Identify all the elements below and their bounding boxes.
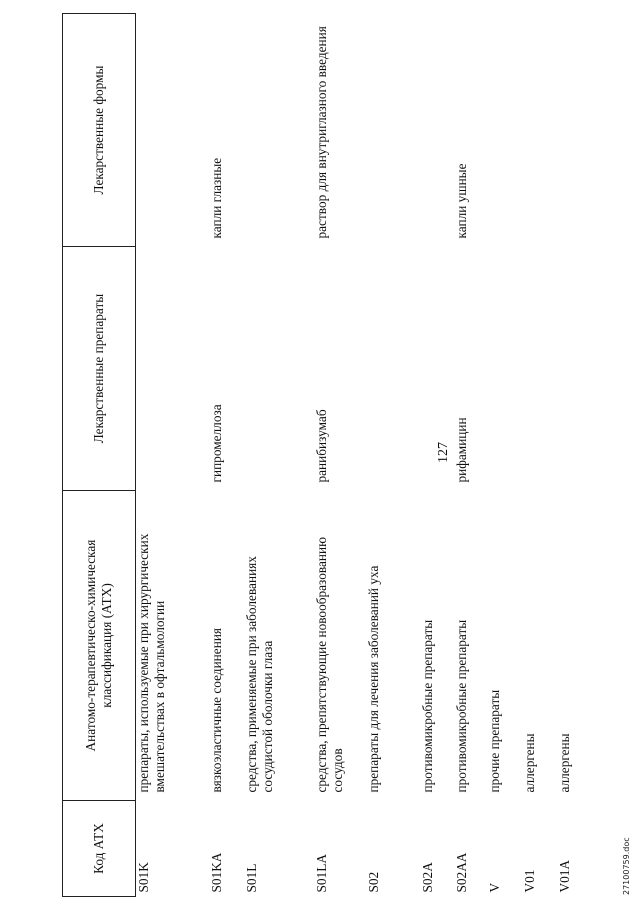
atc-name-cell: средства, препятствующие новообразованию сосудов — [313, 536, 345, 793]
header-code: Код АТХ — [63, 801, 136, 897]
header-atc-classification: Анатомо-терапевтическо-химическая классификация (АТХ) — [63, 491, 136, 801]
drug-cell — [420, 247, 454, 491]
atc-name-cell: аллергены — [556, 733, 572, 793]
table-row — [366, 14, 420, 897]
atc-name-cell: средства, применяемые при заболеваниях сосудистой оболочки глаза — [243, 556, 275, 793]
atc-code-cell: V01A — [556, 859, 572, 893]
page-number: 127 — [436, 442, 451, 463]
table-row — [136, 14, 209, 897]
table-row — [314, 14, 366, 897]
form-cell: капли ушные — [453, 163, 469, 239]
form-cell: капли глазные — [208, 157, 224, 239]
table-row — [420, 14, 454, 897]
atc-code-cell: S01L — [243, 863, 259, 893]
drug-cell — [136, 247, 209, 491]
drug-cell — [366, 247, 420, 491]
form-cell — [557, 14, 587, 247]
form-cell — [522, 14, 557, 247]
atc-drug-table — [62, 13, 587, 897]
form-cell — [487, 14, 522, 247]
form-cell — [366, 14, 420, 247]
atc-name-cell: вязкоэластичные соединения — [208, 627, 224, 793]
table-row — [454, 14, 487, 897]
table-row — [522, 14, 557, 897]
atc-name-cell: прочие препараты — [486, 689, 502, 793]
table-header-row — [63, 14, 136, 897]
drug-cell — [557, 247, 587, 491]
drug-cell: гипромеллоза — [208, 404, 224, 483]
drug-cell: ранибизумаб — [313, 409, 329, 483]
form-cell — [136, 14, 209, 247]
atc-code-cell: S01KA — [208, 852, 224, 893]
drug-cell: рифамицин — [453, 417, 469, 483]
atc-code-cell: S01LA — [313, 854, 329, 893]
drug-cell — [487, 247, 522, 491]
atc-code-cell: S02AA — [453, 852, 469, 893]
header-drugs: Лекарственные препараты — [63, 247, 136, 491]
atc-name-cell: аллергены — [521, 733, 537, 793]
atc-name-cell: противомикробные препараты — [419, 619, 435, 793]
drug-cell — [522, 247, 557, 491]
atc-code-cell: V — [486, 882, 502, 893]
atc-code-cell: S01K — [136, 862, 151, 893]
table-row — [244, 14, 314, 897]
table-row — [557, 14, 587, 897]
table-row — [487, 14, 522, 897]
atc-code-cell: V01 — [521, 869, 537, 893]
drug-cell — [244, 247, 314, 491]
form-cell — [244, 14, 314, 247]
atc-name-cell: препараты, используемые при хирургических вмешательствах в офтальмологии — [136, 533, 167, 793]
atc-name-cell: противомикробные препараты — [453, 619, 469, 793]
table-row — [209, 14, 244, 897]
atc-code-cell: S02 — [365, 871, 381, 893]
atc-code-cell: S02A — [419, 862, 435, 893]
document-file-code: 27100759.doc — [622, 837, 631, 895]
form-cell — [420, 14, 454, 247]
header-dosage-forms: Лекарственные формы — [63, 14, 136, 247]
atc-name-cell: препараты для лечения заболеваний уха — [365, 565, 381, 793]
form-cell: раствор для внутриглазного введения — [313, 26, 329, 239]
